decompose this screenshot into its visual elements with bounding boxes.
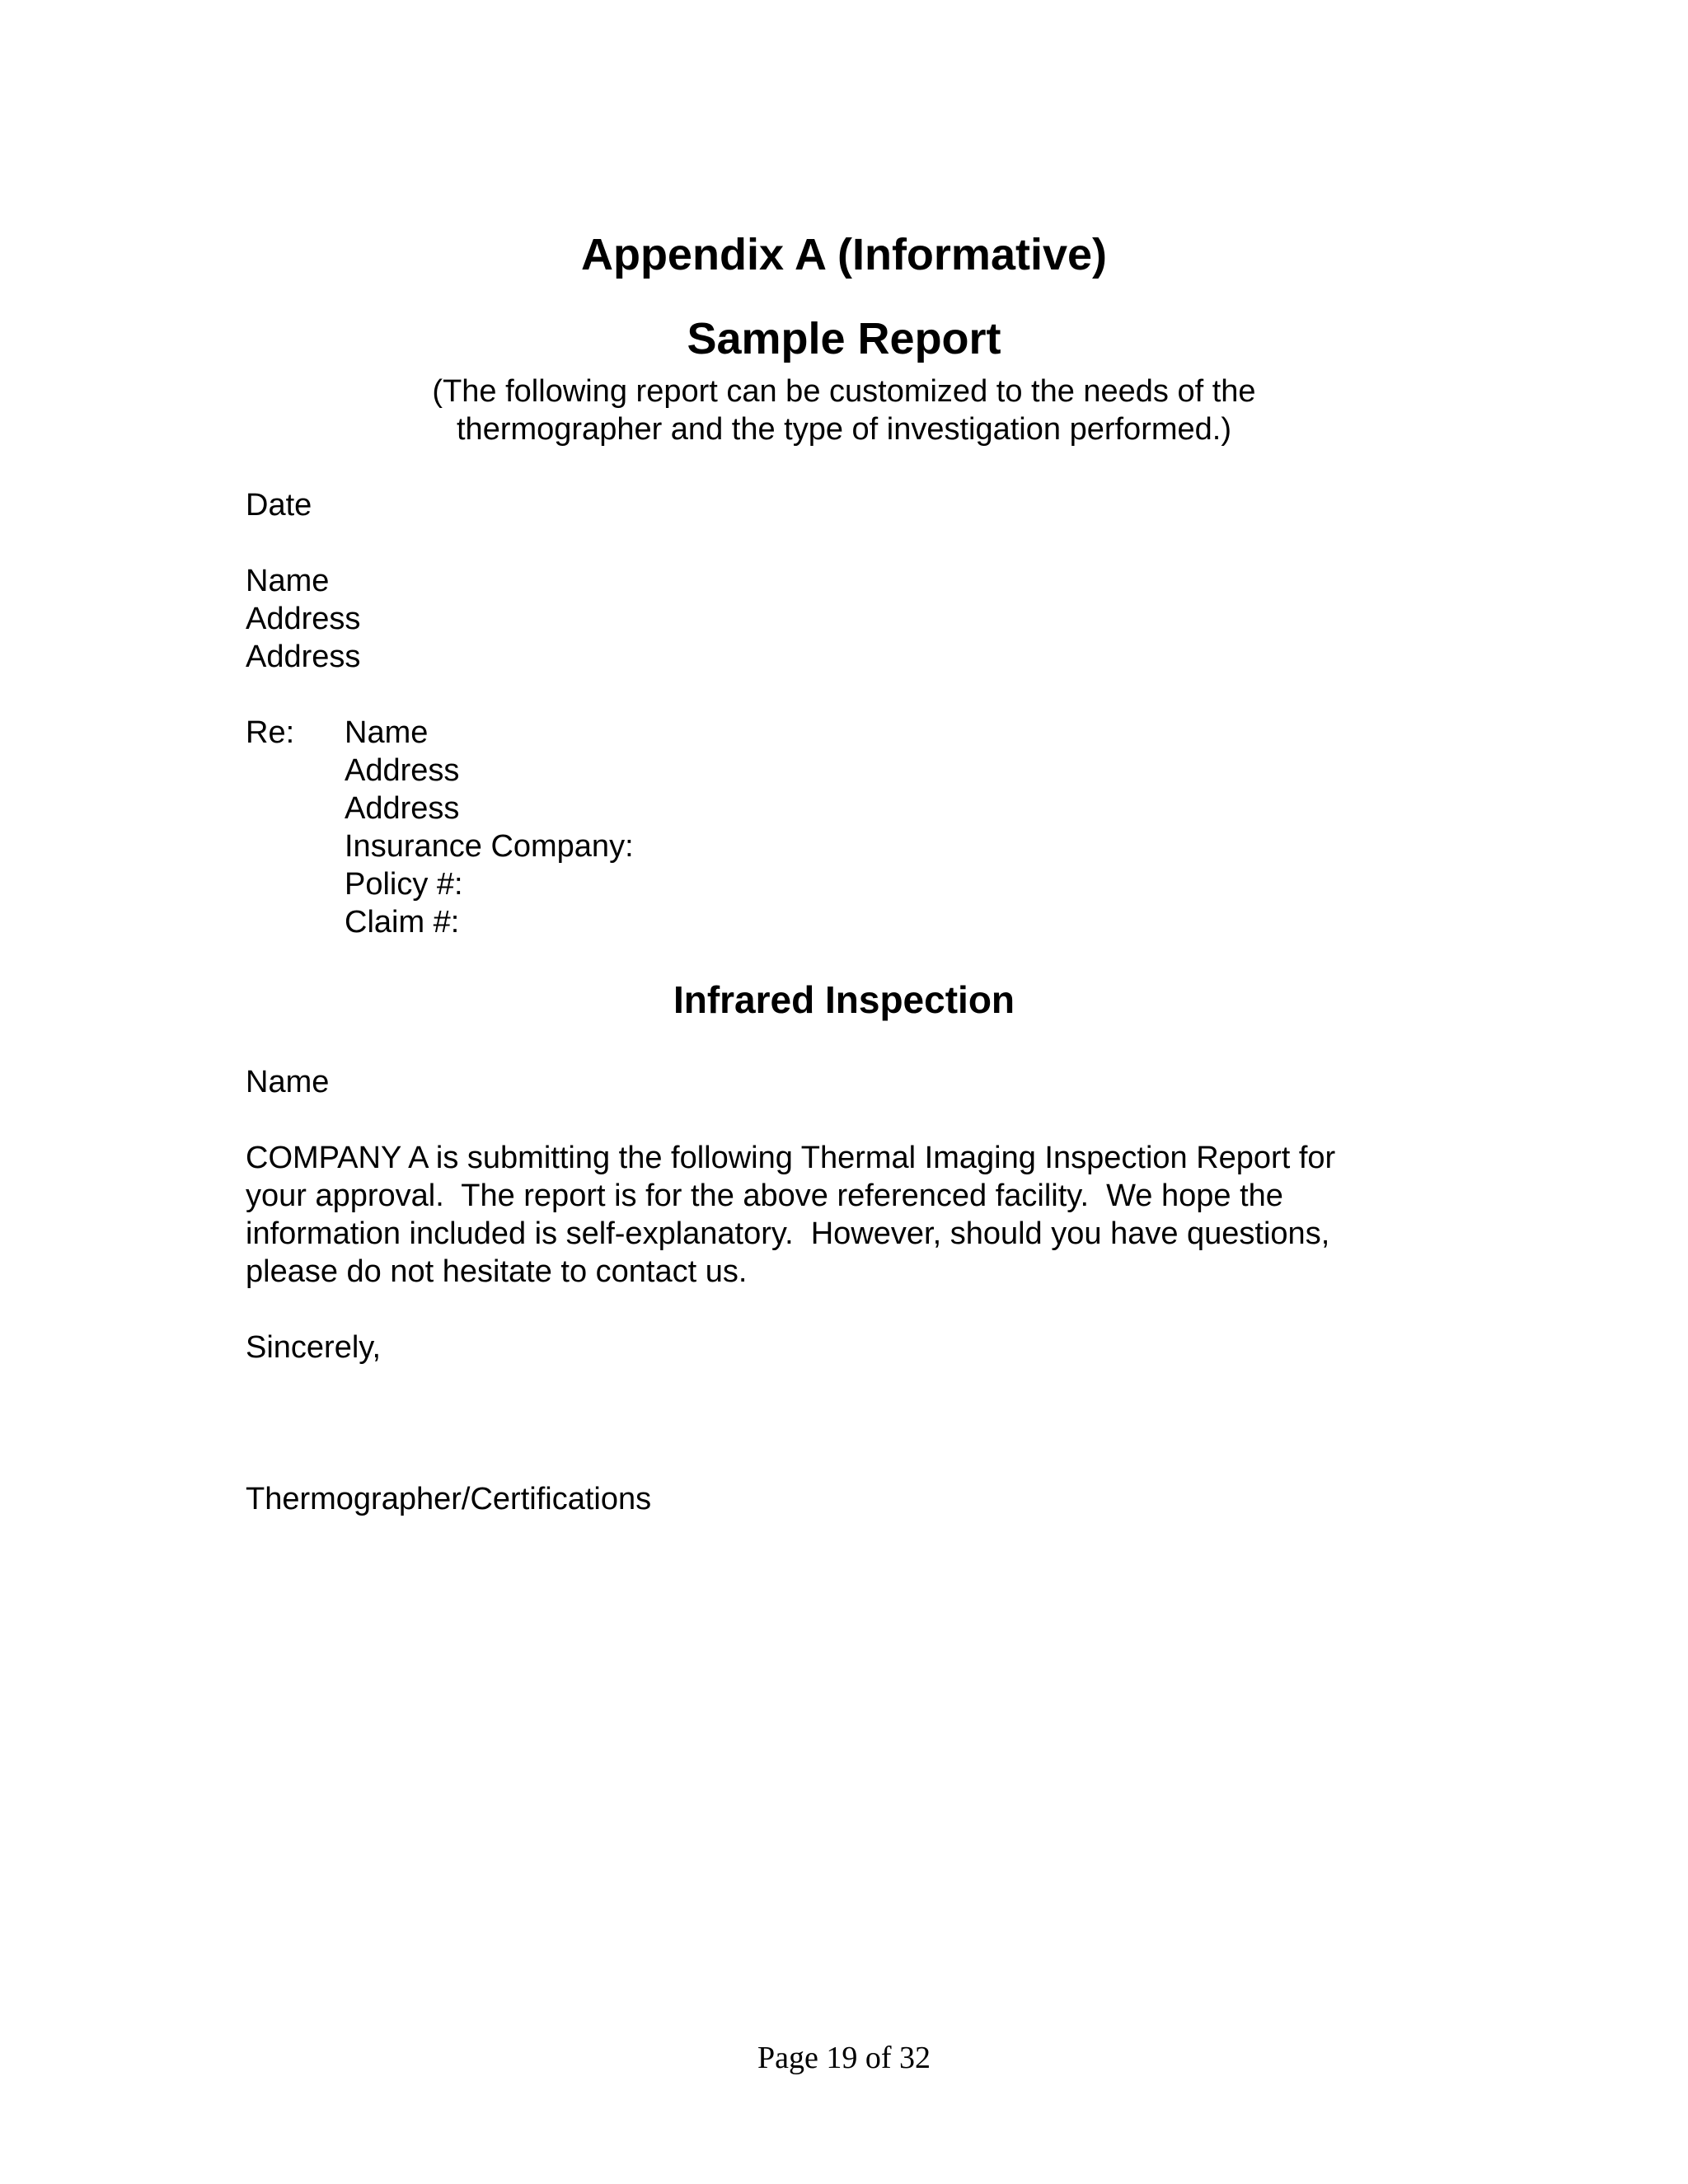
re-details [345, 714, 634, 941]
recipient-name: Name [246, 564, 330, 598]
closing: Sincerely, [246, 1330, 382, 1365]
report-subtitle [0, 373, 1688, 448]
body-paragraph [246, 1139, 1449, 1291]
re-insurance-company: Insurance Company: [345, 829, 634, 864]
re-policy-number: Policy #: [345, 867, 463, 902]
paragraph-line-2: your approval. The report is for the above referenced facility. We hope the [246, 1179, 1283, 1213]
signature-line: Thermographer/Certifications [246, 1482, 652, 1516]
recipient-address-2: Address [246, 640, 361, 674]
re-address-1: Address [345, 753, 460, 788]
report-title: Sample Report [687, 314, 1001, 363]
page-footer: Page 19 of 32 [757, 2041, 931, 2075]
re-name: Name [345, 715, 429, 750]
re-label: Re: [246, 715, 295, 750]
section-title: Infrared Inspection [673, 978, 1015, 1021]
paragraph-line-3: information included is self-explanatory. However, should you have questions, [246, 1216, 1330, 1251]
paragraph-line-4: please do not hesitate to contact us. [246, 1254, 748, 1289]
subtitle-line-2: thermographer and the type of investigation performed.) [457, 412, 1231, 447]
paragraph-line-1: COMPANY A is submitting the following Thermal Imaging Inspection Report for [246, 1141, 1336, 1175]
re-claim-number: Claim #: [345, 905, 460, 940]
recipient-block [246, 562, 1449, 676]
subtitle-line-1: (The following report can be customized to the needs of the [432, 374, 1256, 409]
date-label: Date [246, 488, 312, 523]
salutation-name: Name [246, 1065, 330, 1099]
recipient-address-1: Address [246, 602, 361, 636]
re-address-2: Address [345, 791, 460, 826]
appendix-title: Appendix A (Informative) [580, 230, 1108, 279]
